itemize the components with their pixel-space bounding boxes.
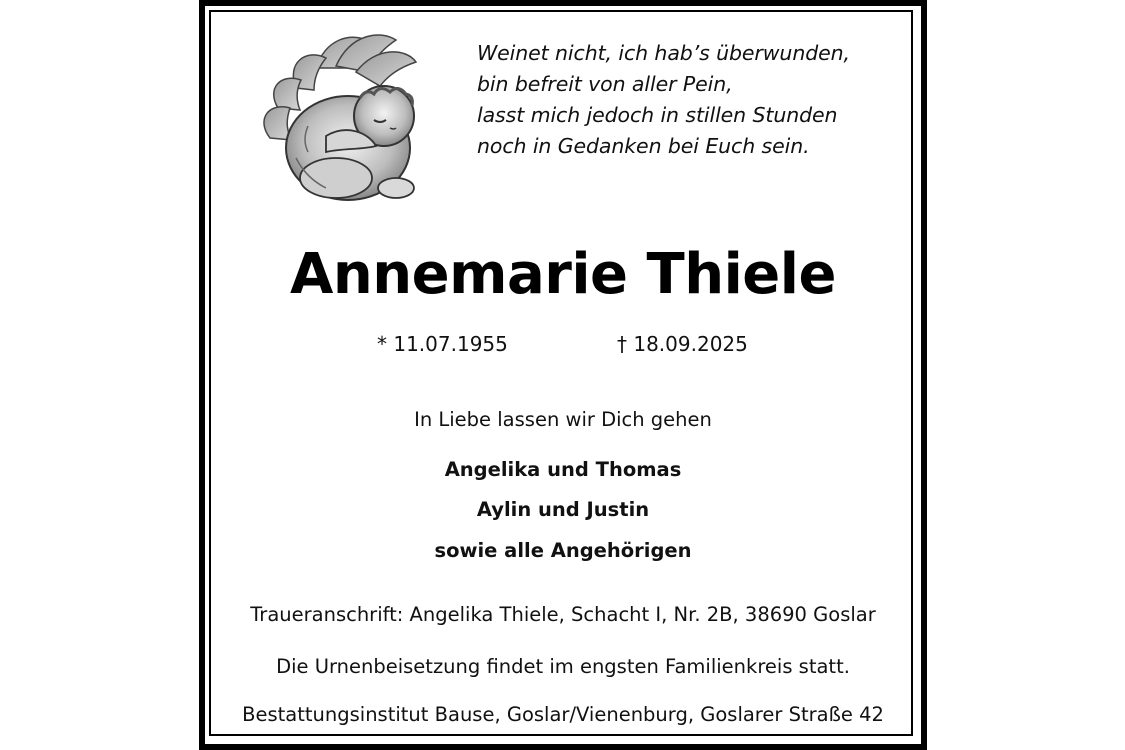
death-date: † 18.09.2025 bbox=[617, 332, 748, 356]
burial-note: Die Urnenbeisetzung findet im engsten Familienkreis statt. bbox=[276, 655, 850, 678]
obituary-frame bbox=[205, 6, 921, 744]
obituary-card bbox=[209, 10, 913, 736]
deceased-name: Annemarie Thiele bbox=[290, 242, 836, 307]
poem-line: Weinet nicht, ich hab’s überwunden, bbox=[477, 41, 850, 65]
obituary-outer-border bbox=[199, 0, 927, 750]
birth-date: * 11.07.1955 bbox=[377, 332, 508, 356]
sleeping-cherub-icon bbox=[256, 28, 436, 210]
poem-line: noch in Gedanken bei Euch sein. bbox=[477, 134, 810, 158]
funeral-home: Bestattungsinstitut Bause, Goslar/Vienenburg, Goslarer Straße 42 bbox=[242, 703, 884, 726]
farewell-text: In Liebe lassen wir Dich gehen bbox=[414, 408, 712, 431]
poem bbox=[477, 38, 897, 162]
poem-line: lasst mich jedoch in stillen Stunden bbox=[477, 103, 838, 127]
mourner-name: sowie alle Angehörigen bbox=[434, 539, 692, 562]
mourner-name: Aylin und Justin bbox=[476, 498, 650, 521]
mourning-address: Traueranschrift: Angelika Thiele, Schacht Ⅰ, Nr. 2B, 38690 Goslar bbox=[250, 603, 876, 626]
poem-line: bin befreit von aller Pein, bbox=[477, 72, 733, 96]
mourner-name: Angelika und Thomas bbox=[444, 458, 682, 481]
